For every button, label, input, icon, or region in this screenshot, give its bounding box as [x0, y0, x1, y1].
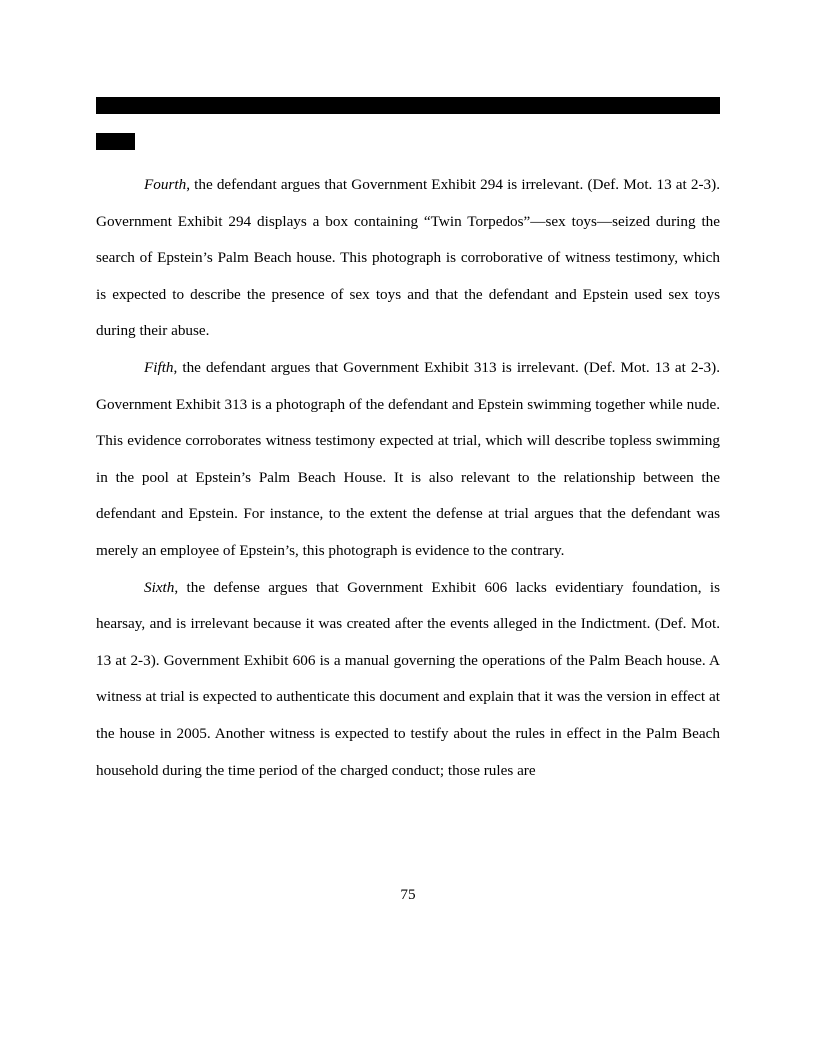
paragraph-text-fifth: , the defendant argues that Government Exhibit 313 is irrelevant. (Def. Mot. 13 at 2-3). Government Exhibit 313 is a photograph of the defendant and Epstein swimming together while nude. This evidence corroborates witness testimony expected at trial, which will describe topless swimming in the pool at Epstein’s Palm Beach House. It is also relevant to the relationship between the defendant and Epstein. For instance, to the extent the defense at trial argues that the defendant was merely an employee of Epstein’s, this photograph is evidence to the contrary.	[96, 358, 720, 559]
page-number: 75	[400, 886, 416, 903]
paragraph-text-fourth: , the defendant argues that Government Exhibit 294 is irrelevant. (Def. Mot. 13 at 2-3). Government Exhibit 294 displays a box containing “Twin Torpedos”—sex toys—seized during the search of Epstein’s Palm Beach house. This photograph is corroborative of witness testimony, which is expected to describe the presence of sex toys and that the defendant and Epstein used sex toys during their abuse.	[96, 176, 720, 340]
redaction-bar-top	[96, 97, 720, 114]
paragraph-fifth	[96, 350, 720, 570]
paragraph-fourth	[96, 167, 720, 350]
paragraph-sixth	[96, 570, 720, 790]
paragraph-lead-sixth: Sixth	[144, 578, 175, 596]
document-body	[96, 167, 720, 789]
paragraph-lead-fifth: Fifth	[144, 358, 174, 376]
paragraph-text-sixth: , the defense argues that Government Exhibit 606 lacks evidentiary foundation, is hearsay, and is irrelevant because it was created after the events alleged in the Indictment. (Def. Mot. 13 at 2-3). Government Exhibit 606 is a manual governing the operations of the Palm Beach house. A witness at trial is expected to authenticate this document and explain that it was the version in effect at the house in 2005. Another witness is expected to testify about the rules in effect in the Palm Beach household during the time period of the charged conduct; those rules are	[96, 578, 720, 779]
paragraph-lead-fourth: Fourth	[144, 176, 187, 193]
redaction-bar-small	[96, 133, 135, 150]
